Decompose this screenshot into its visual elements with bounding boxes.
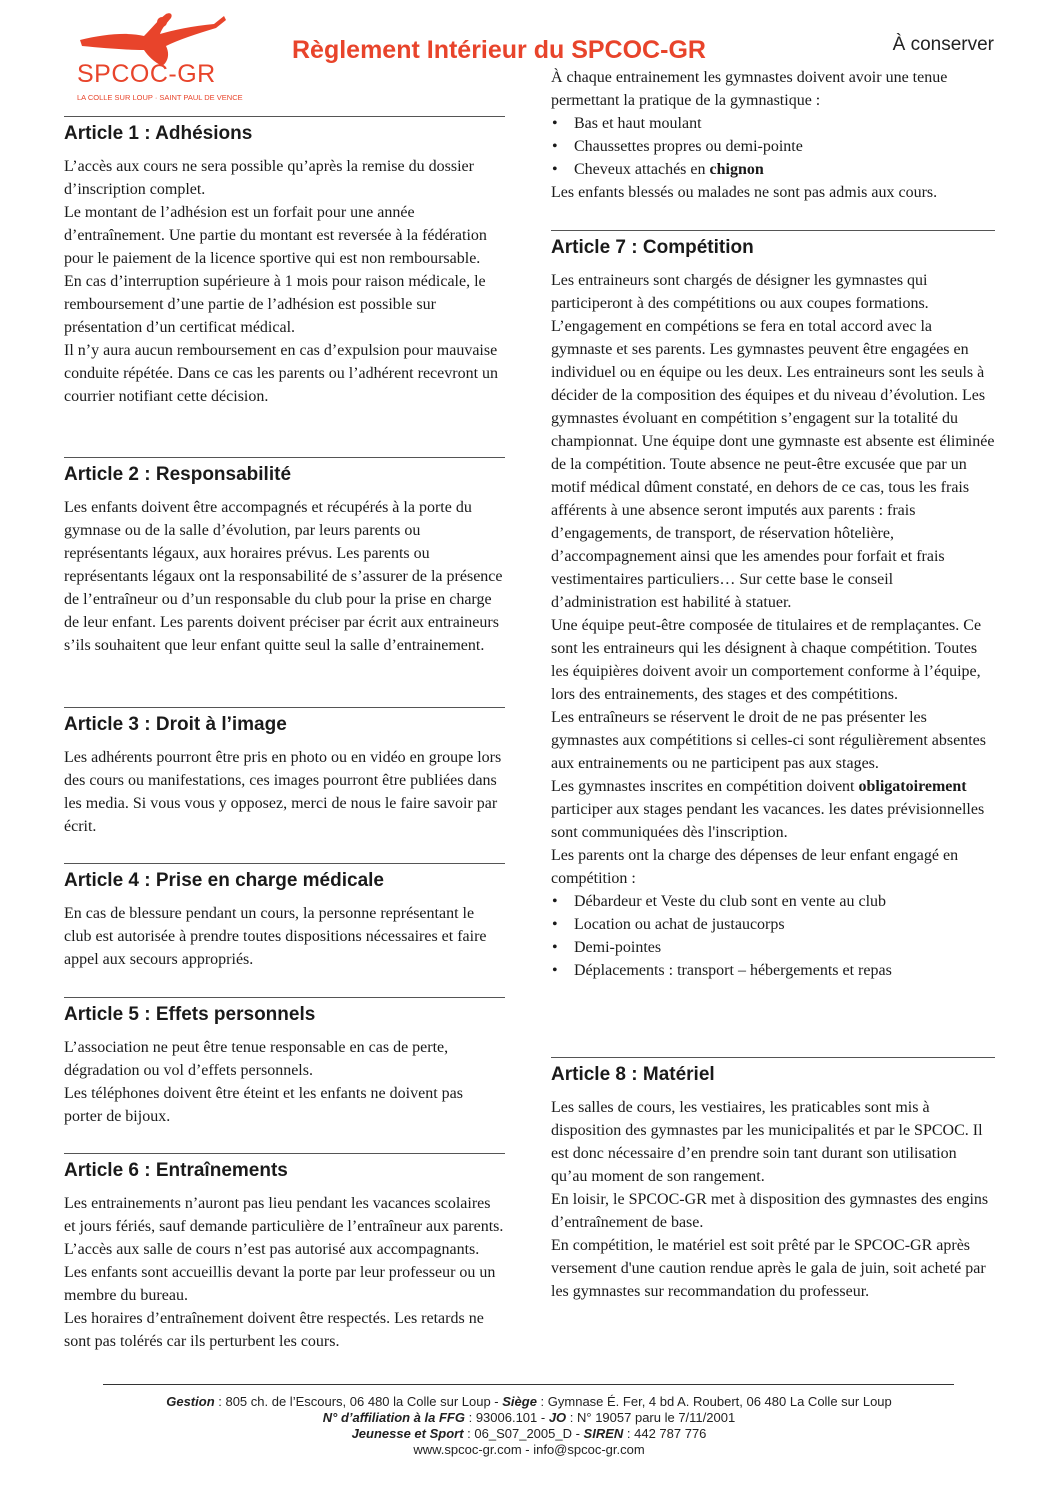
list-item: • Débardeur et Veste du club sont en vente au club <box>551 890 995 913</box>
article-5-body: L’association ne peut être tenue responsable en cas de perte, dégradation ou vol d’effets personnels. Les téléphones doivent être éteint et les enfants ne doivent pas porter de bijoux. <box>64 1039 463 1125</box>
article-6-body: Les entrainements n’auront pas lieu pendant les vacances scolaires et jours fériés, sauf demande particulière de l’entraîneur aux parents. L’accès aux salle de cours n’est pas autorisé aux accompagnants. Les enfants sont accueillis devant la porte par leur professeur ou un membre du bureau. Les horaires d’entraînement doivent être respectés. Les retards ne sont pas tolérés car ils perturbent les cours. <box>64 1195 504 1350</box>
article-6 <box>64 1153 505 1353</box>
list-item: • Déplacements : transport – hébergements et repas <box>551 959 995 982</box>
article-2-heading: Article 2 : Responsabilité <box>64 464 292 485</box>
article-3-heading: Article 3 : Droit à l’image <box>64 714 287 735</box>
article-5 <box>64 997 505 1128</box>
gymnast-logo-icon <box>74 6 234 106</box>
list-item: • Demi-pointes <box>551 936 995 959</box>
article-1 <box>64 116 505 408</box>
article-6-list <box>551 112 995 181</box>
article-8-heading: Article 8 : Matériel <box>551 1064 715 1085</box>
article-5-heading: Article 5 : Effets personnels <box>64 1004 316 1025</box>
footer-line-2: N° d’affiliation à la FFG : 93006.101 - JO : N° 19057 paru le 7/11/2001 <box>322 1410 736 1425</box>
article-6-heading: Article 6 : Entraînements <box>64 1160 288 1181</box>
article-7 <box>551 230 995 982</box>
article-1-heading: Article 1 : Adhésions <box>64 123 253 144</box>
bold-word: chignon <box>709 161 764 178</box>
article-7-heading: Article 7 : Compétition <box>551 237 754 258</box>
article-3-body: Les adhérents pourront être pris en photo ou en vidéo en groupe lors des cours ou manifestations, ces images pourront être publiées dans les media. Si vous vous y opposez, merci de nous le faire savoir par écrit. <box>64 749 502 835</box>
bold-word: obligatoirement <box>858 778 967 795</box>
footer-divider <box>103 1384 954 1385</box>
footer <box>0 1394 1058 1458</box>
article-3 <box>64 707 505 838</box>
article-8 <box>551 1057 995 1303</box>
list-item: • Chaussettes propres ou demi-pointe <box>551 135 995 158</box>
article-8-body: Les salles de cours, les vestiaires, les praticables sont mis à disposition des gymnastes par les municipalités et par le SPCOC. Il est donc nécessaire d’en prendre soin tant durant son utilisation qu’au moment de son rangement. En loisir, le SPCOC-GR met à disposition des gymnastes des engins d’entraînement de base. En compétition, le matériel est soit prêté par le SPCOC-GR après versement d'une caution rendue après le gala de juin, soit acheté par les gymnastes sur recommandation du professeur. <box>551 1099 989 1300</box>
list-item: • Cheveux attachés en chignon <box>551 158 995 181</box>
logo-subtitle: LA COLLE SUR LOUP · SAINT PAUL DE VENCE <box>77 93 243 102</box>
footer-line-3: Jeunesse et Sport : 06_S07_2005_D - SIREN : 442 787 776 <box>351 1426 707 1441</box>
article-7-body: Les entraineurs sont chargés de désigner les gymnastes qui participeront à des compétitions ou aux coupes formations. L’engagement en compétions se fera en total accord avec la gymnaste et ses parents. Les gymnastes peuvent être engagées en individuel ou en équipe ou les deux. Les entraineurs sont les seuls à décider de la composition des équipes et du niveau d’évolution. Les gymnastes évoluant en compétition s’engagent sur la totalité du championnat. Une équipe dont une gymnaste est absente est éliminée de la compétition. Toute absence ne peut-être excusée que par un motif médical dûment constaté, en dehors de ce cas, tous les frais afférents à une absence seront imputés aux parents : frais d’engagements, de transport, de réservation hôtelière, d’accompagnement ainsi que les amendes pour forfait et frais vestimentaires particuliers… Sur cette base le conseil d’administration est habilité à statuer. Une équipe peut-être composée de titulaires et de remplaçantes. Ce sont les entraineurs qui les désignent à chaque compétition. Toutes les équipières doivent avoir un comportement conforme à l’équipe, lors des entrainements, des stages et des compétitions. Les entraîneurs se réservent le droit de ne pas présenter les gymnastes aux compétitions si celles-ci sont régulièrement absentes aux entrainements ou ne participent pas aux stages. Les gymnastes inscrites en compétition doivent obligatoirement participer aux stages pendant les vacances. les dates prévisionnelles sont communiquées dès l'inscription. Les parents ont la charge des dépenses de leur enfant engagé en compétition : <box>551 272 995 887</box>
keep-label: À conserver <box>892 34 994 55</box>
article-7-list <box>551 890 995 982</box>
list-item: • Location ou achat de justaucorps <box>551 913 995 936</box>
article-6-closing: Les enfants blessés ou malades ne sont pas admis aux cours. <box>551 184 938 201</box>
logo-text: SPCOC-GR <box>77 60 216 88</box>
list-item: • Bas et haut moulant <box>551 112 995 135</box>
article-2 <box>64 457 505 657</box>
article-4-body: En cas de blessure pendant un cours, la personne représentant le club est autorisée à prendre toutes dispositions nécessaires et faire appel aux secours appropriés. <box>64 905 487 968</box>
footer-web-link[interactable]: www.spcoc-gr.com - info@spcoc-gr.com <box>413 1442 645 1457</box>
article-4-heading: Article 4 : Prise en charge médicale <box>64 870 384 891</box>
article-6-continued-text: À chaque entrainement les gymnastes doivent avoir une tenue permettant la pratique de la gymnastique : <box>551 69 948 109</box>
article-6-continued <box>551 66 995 204</box>
article-2-body: Les enfants doivent être accompagnés et récupérés à la porte du gymnase ou de la salle d’évolution, par leurs parents ou représentants légaux, aux horaires prévus. Les parents ou représentants légaux ont la responsabilité de s’assurer de la présence de l’entraîneur ou d’un responsable du club pour la prise en charge de leur enfant. Les parents doivent préciser par écrit aux entraineurs s’ils souhaitent que leur enfant quitte seul la salle d’entrainement. <box>64 499 503 654</box>
footer-line-1: Gestion : 805 ch. de l’Escours, 06 480 la Colle sur Loup - Siège : Gymnase É. Fer, 4 bd A. Roubert, 06 480 La Colle sur Loup <box>166 1394 892 1409</box>
page-title: Règlement Intérieur du SPCOC-GR <box>292 36 706 64</box>
article-1-body: L’accès aux cours ne sera possible qu’après la remise du dossier d’inscription complet. Le montant de l’adhésion est un forfait pour une année d’entraînement. Une partie du montant est reversée à la fédération pour le paiement de la licence sportive qui est non remboursable. En cas d’interruption supérieure à 1 mois pour raison médicale, le remboursement d’une partie de l’adhésion est possible sur présentation d’un certificat médical. Il n’y aura aucun remboursement en cas d’expulsion pour mauvaise conduite répétée. Dans ce cas les parents ou l’adhérent recevront un courrier notifiant cette décision. <box>64 158 499 405</box>
article-1-text <box>64 155 505 408</box>
article-4 <box>64 863 505 971</box>
